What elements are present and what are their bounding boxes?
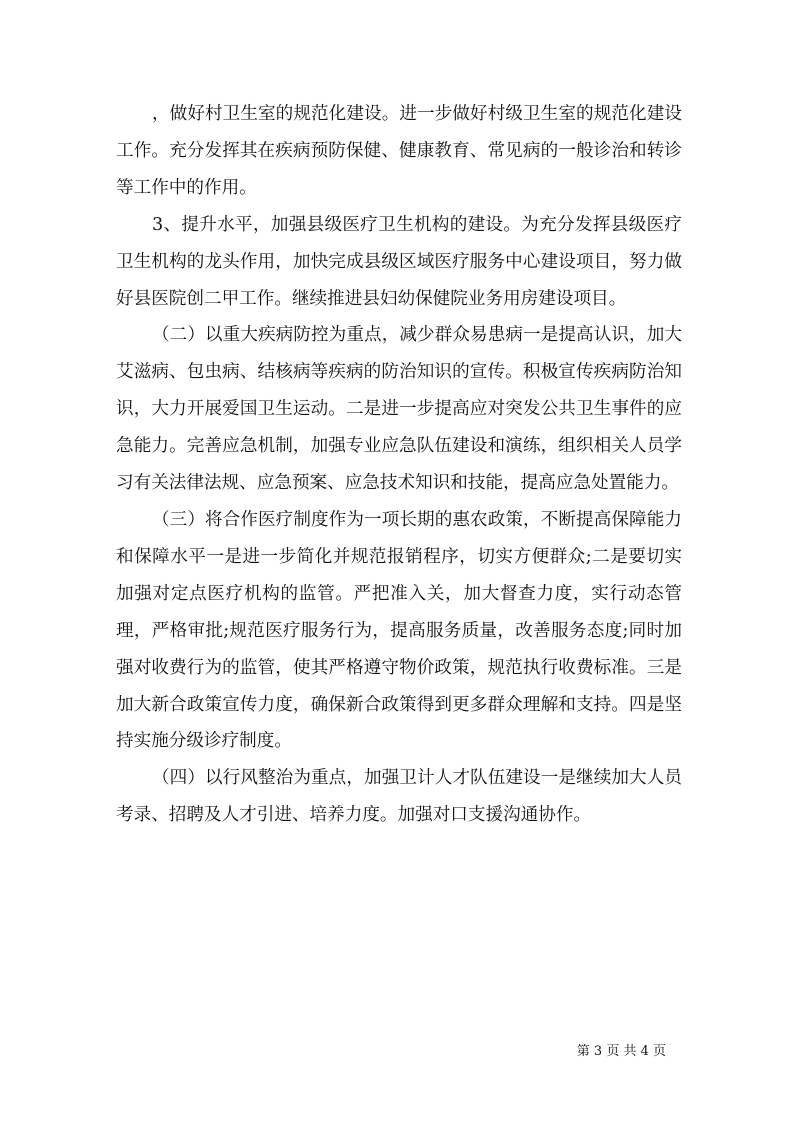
paragraph-cooperative-medical: （三）将合作医疗制度作为一项长期的惠农政策，不断提高保障能力和保障水平一是进一步简化并规范报销程序，切实方便群众;二是要切实加强对定点医疗机构的监管。严把准入关，加大督查力度，实行动态管理，严格审批;规范医疗服务行为，提高服务质量，改善服务态度;同时加强对收费行为的监管，使其严格遵守物价政策，规范执行收费标准。三是加大新合政策宣传力度，确保新合政策得到更多群众理解和支持。四是坚持实施分级诊疗制度。 <box>116 509 682 752</box>
paragraph-county-medical: 3、提升水平，加强县级医疗卫生机构的建设。为充分发挥县级医疗卫生机构的龙头作用，加快完成县级区域医疗服务中心建设项目，努力做好县医院创二甲工作。继续推进县妇幼保健院业务用房建设项目。 <box>116 214 682 309</box>
paragraph-village-clinic: ，做好村卫生室的规范化建设。进一步做好村级卫生室的规范化建设工作。充分发挥其在疾病预防保健、健康教育、常见病的一般诊治和转诊等工作中的作用。 <box>116 104 682 198</box>
page-number: 第 3 页 共 4 页 <box>576 1044 666 1059</box>
document-body <box>116 96 682 834</box>
paragraph-talent-team: （四）以行风整治为重点，加强卫计人才队伍建设一是继续加大人员考录、招聘及人才引进、培养力度。加强对口支援沟通协作。 <box>116 768 682 826</box>
paragraph-disease-control: （二）以重大疾病防控为重点，减少群众易患病一是提高认识，加大艾滋病、包虫病、结核病等疾病的防治知识的宣传。积极宣传疾病防治知识，大力开展爱国卫生运动。二是进一步提高应对突发公共卫生事件的应急能力。完善应急机制，加强专业应急队伍建设和演练，组织相关人员学习有关法律法规、应急预案、应急技术知识和技能，提高应急处置能力。 <box>116 325 682 494</box>
